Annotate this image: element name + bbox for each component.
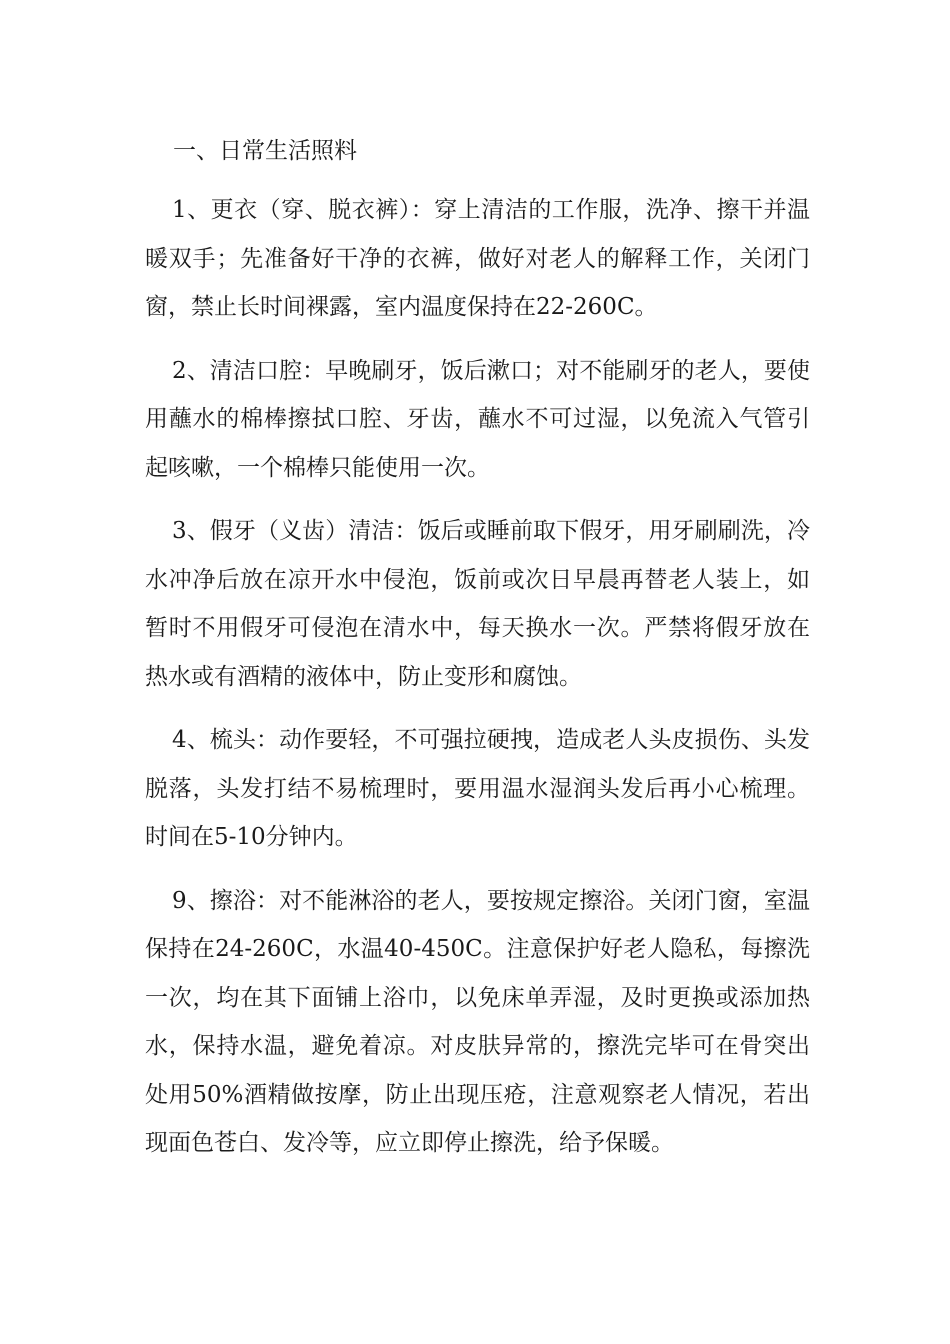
paragraph-sponge-bath: 9、擦浴：对不能淋浴的老人，要按规定擦浴。关闭门窗，室温保持在24-260C，水温40-450C。注意保护好老人隐私，每擦洗一次，均在其下面铺上浴巾，以免床单弄湿，及时更换或添加热水，保持水温，避免着凉。对皮肤异常的，擦洗完毕可在骨突出处用50%酒精做按摩，防止出现压疮，注意观察老人情况，若出现面色苍白、发冷等，应立即停止擦洗，给予保暖。 [145, 887, 810, 1156]
paragraph-dressing: 1、更衣（穿、脱衣裤）：穿上清洁的工作服，洗净、擦干并温暖双手；先准备好干净的衣裤，做好对老人的解释工作，关闭门窗，禁止长时间裸露，室内温度保持在22-260C。 [145, 197, 810, 320]
section-heading: 一、日常生活照料 [173, 138, 357, 164]
paragraph-hair-combing: 4、梳头：动作要轻，不可强拉硬拽，造成老人头皮损伤、头发脱落，头发打结不易梳理时，要用温水湿润头发后再小心梳理。时间在5-10分钟内。 [145, 727, 810, 850]
paragraph-oral-cleaning: 2、清洁口腔：早晚刷牙，饭后漱口；对不能刷牙的老人，要使用蘸水的棉棒擦拭口腔、牙齿，蘸水不可过湿，以免流入气管引起咳嗽，一个棉棒只能使用一次。 [145, 357, 810, 481]
paragraph-denture-cleaning: 3、假牙（义齿）清洁：饭后或睡前取下假牙，用牙刷刷洗，冷水冲净后放在凉开水中侵泡，饭前或次日早晨再替老人装上，如暂时不用假牙可侵泡在清水中，每天换水一次。严禁将假牙放在热水或有酒精的液体中，防止变形和腐蚀。 [145, 518, 810, 690]
document-body [145, 128, 810, 1183]
